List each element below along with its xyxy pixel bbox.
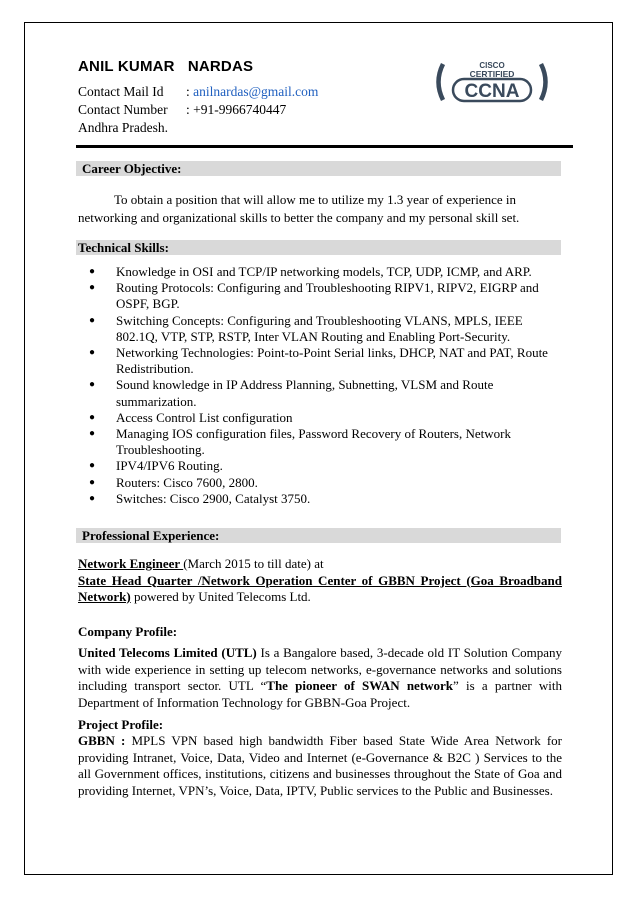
candidate-name: ANIL KUMAR NARDAS <box>78 58 254 75</box>
bullet-icon: ● <box>89 314 96 326</box>
logo-line-ccna: CCNA <box>464 81 520 102</box>
list-item: ● Routing Protocols: Configuring and Troubleshooting RIPV1, RIPV2, EIGRP and OSPF, BGP. <box>89 280 539 312</box>
job-title: Network Engineer <box>78 556 184 571</box>
job-location: State Head Quarter /Network Operation Center of GBBN Project (Goa Broadband Network) <box>78 572 562 604</box>
bullet-icon: ● <box>89 460 96 472</box>
bullet-icon: ● <box>89 347 96 359</box>
career-objective-text: To obtain a position that will allow me to utilize my 1.3 year of experience in networking and organizational skills to better the company and my personal skill set. <box>78 192 520 225</box>
section-professional-experience: Professional Experience: <box>76 528 561 543</box>
project-profile-heading: Project Profile: <box>78 717 164 732</box>
list-item: ● Managing IOS configuration files, Password Recovery of Routers, Network Troubleshooting. <box>89 426 511 458</box>
email-link[interactable]: anilnardas@gmail.com <box>193 84 319 99</box>
section-career-objective: Career Objective: <box>76 161 561 176</box>
list-item: ● IPV4/IPV6 Routing. <box>89 458 223 474</box>
company-tagline: The pioneer of SWAN network <box>266 678 454 693</box>
bullet-icon: ● <box>89 428 96 440</box>
list-item: ● Networking Technologies: Point-to-Point Serial links, DHCP, NAT and PAT, Route Redistribution. <box>89 345 548 377</box>
list-item: ● Switching Concepts: Configuring and Troubleshooting VLANS, MPLS, IEEE 802.1Q, VTP, STP, RSTP, Inter VLAN Routing and Enabling Port-Security. <box>89 312 523 344</box>
bullet-icon: ● <box>89 476 96 488</box>
skills-list <box>78 264 562 507</box>
logo-line-cisco: CISCO <box>479 61 505 70</box>
project-profile-text: GBBN : MPLS VPN based high bandwidth Fiber based State Wide Area Network for providing Intranet, Voice, Data, Video and Internet (e-Governance & B2C ) Services to the all Government offices, institutions, citizens and businesses throughout the State of Goa and providing Internet, VPN’s, Voice, Data, IPTV, Public services to the Public and Businesses. <box>78 733 562 798</box>
company-profile-heading: Company Profile: <box>78 624 178 639</box>
section-technical-skills: Technical Skills: <box>76 240 561 255</box>
bullet-icon: ● <box>89 411 96 423</box>
experience-block <box>78 556 562 606</box>
bullet-icon: ● <box>89 379 96 391</box>
job-powered-by: powered by United Telecoms Ltd. <box>130 589 311 604</box>
contact-phone-row <box>78 102 286 118</box>
list-item: ● Knowledge in OSI and TCP/IP networking models, TCP, UDP, ICMP, and ARP. <box>89 264 532 279</box>
contact-phone-value: : +91-9966740447 <box>186 102 287 117</box>
list-item: ● Switches: Cisco 2900, Catalyst 3750. <box>89 490 311 506</box>
location: Andhra Pradesh. <box>78 120 168 135</box>
company-name: United Telecoms Limited (UTL) <box>78 645 257 660</box>
bullet-icon: ● <box>89 492 96 504</box>
header-divider <box>76 145 573 148</box>
contact-mail-row <box>78 84 318 100</box>
bullet-icon: ● <box>89 282 96 294</box>
list-item: ● Sound knowledge in IP Address Planning, Subnetting, VLSM and Route summarization. <box>89 377 494 409</box>
bullet-icon: ● <box>89 266 96 277</box>
project-name: GBBN : <box>78 733 126 748</box>
list-item: ● Access Control List configuration <box>89 409 293 425</box>
contact-mail-label: Contact Mail Id <box>78 84 164 99</box>
company-profile-text: United Telecoms Limited (UTL) Is a Bangalore based, 3-decade old IT Solution Company with wide experience in setting up telecom networks, e-governance networks and solutions including transport sector. UTL “The pioneer of SWAN network” is a partner with Department of Information Technology for GBBN-Goa Project. <box>78 645 563 710</box>
job-period: (March 2015 to till date) at <box>183 556 324 571</box>
contact-phone-label: Contact Number <box>78 102 168 117</box>
ccna-logo <box>433 58 551 106</box>
logo-line-certified: CERTIFIED <box>469 69 515 79</box>
contact-mail-separator: : <box>186 84 194 99</box>
list-item: ● Routers: Cisco 7600, 2800. <box>89 474 258 490</box>
